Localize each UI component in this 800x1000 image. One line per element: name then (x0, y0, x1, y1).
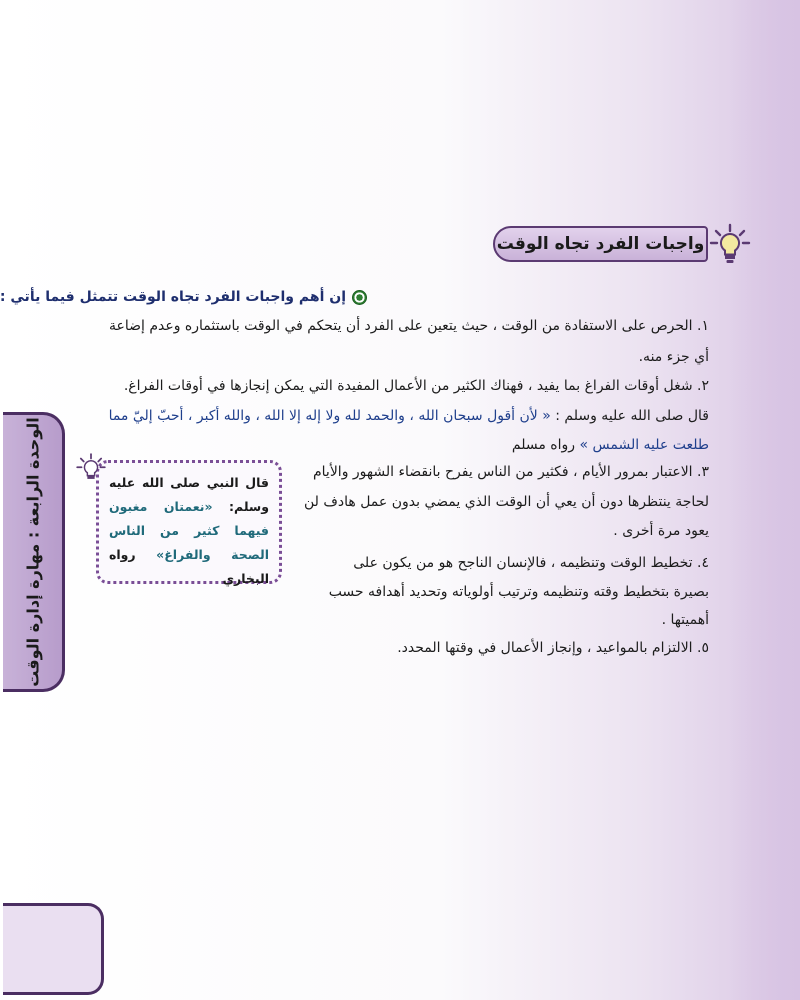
list-item-2: ٢. شغل أوقات الفراغ بما يفيد ، فهناك الكثير من الأعمال المفيدة التي يمكن إنجازها في أوقات الفراغ. (123, 378, 709, 394)
hadith-box-intro: قال النبي صلى الله عليه وسلم: (109, 475, 269, 514)
hadith-prefix: قال صلى الله عليه وسلم : (550, 408, 709, 424)
hadith-quote: « لأن أقول سبحان الله ، والحمد لله ولا إله إلا الله ، والله أكبر ، أحبّ إليّ مما (108, 408, 551, 424)
hadith-box-quote: «نعمتان مغبون فيهما كثير من الناس الصحة والفراغ» (109, 499, 270, 562)
list-item-5: ٥. الالتزام بالمواعيد ، وإنجاز الأعمال في وقتها المحدد. (397, 640, 709, 656)
unit-title: الوحدة الرابعة : مهارة إدارة الوقت (23, 417, 42, 687)
section-title-banner (493, 226, 708, 262)
list-item-1: ١. الحرص على الاستفادة من الوقت ، حيث يتعين على الفرد أن يتحكم في الوقت باستثماره وعدم إضاعة (108, 318, 709, 334)
unit-side-tab (3, 412, 65, 692)
page-edge-decoration (730, 0, 800, 1000)
list-item-3-cont: لحاجة ينتظرها دون أن يعي أن الوقت الذي يمضي بدون عمل هادف لن (303, 494, 709, 510)
hadith-source: رواه مسلم (511, 437, 580, 453)
hadith-line-1 (109, 408, 709, 424)
lightbulb-icon (708, 222, 752, 266)
list-item-4-end: أهميتها . (661, 612, 709, 628)
hadith-box-source: رواه البخاري (109, 547, 269, 586)
lightbulb-icon (75, 452, 107, 484)
list-item-4: ٤. تخطيط الوقت وتنظيمه ، فالإنسان الناجح هو من يكون على (353, 555, 709, 571)
list-item-3: ٣. الاعتبار بمرور الأيام ، فكثير من الناس يفرح بانقضاء الشهور والأيام (312, 464, 709, 480)
section-title: واجبات الفرد تجاه الوقت (496, 234, 705, 254)
list-item-1-cont: أي جزء منه. (638, 349, 709, 365)
bullet-icon (352, 290, 367, 305)
hadith-quote-end: طلعت عليه الشمس » (579, 437, 709, 453)
intro-text: إن أهم واجبات الفرد تجاه الوقت تتمثل فيما يأتي : (0, 289, 346, 305)
list-item-4-cont: بصيرة بتخطيط وقته وتنظيمه وترتيب أولوياته وتحديد أهدافه حسب (328, 584, 709, 600)
hadith-box (96, 460, 282, 584)
intro-line (0, 289, 367, 305)
page-number-box (3, 903, 104, 995)
list-item-3-end: يعود مرة أخرى . (613, 523, 709, 539)
hadith-line-2 (512, 437, 709, 453)
